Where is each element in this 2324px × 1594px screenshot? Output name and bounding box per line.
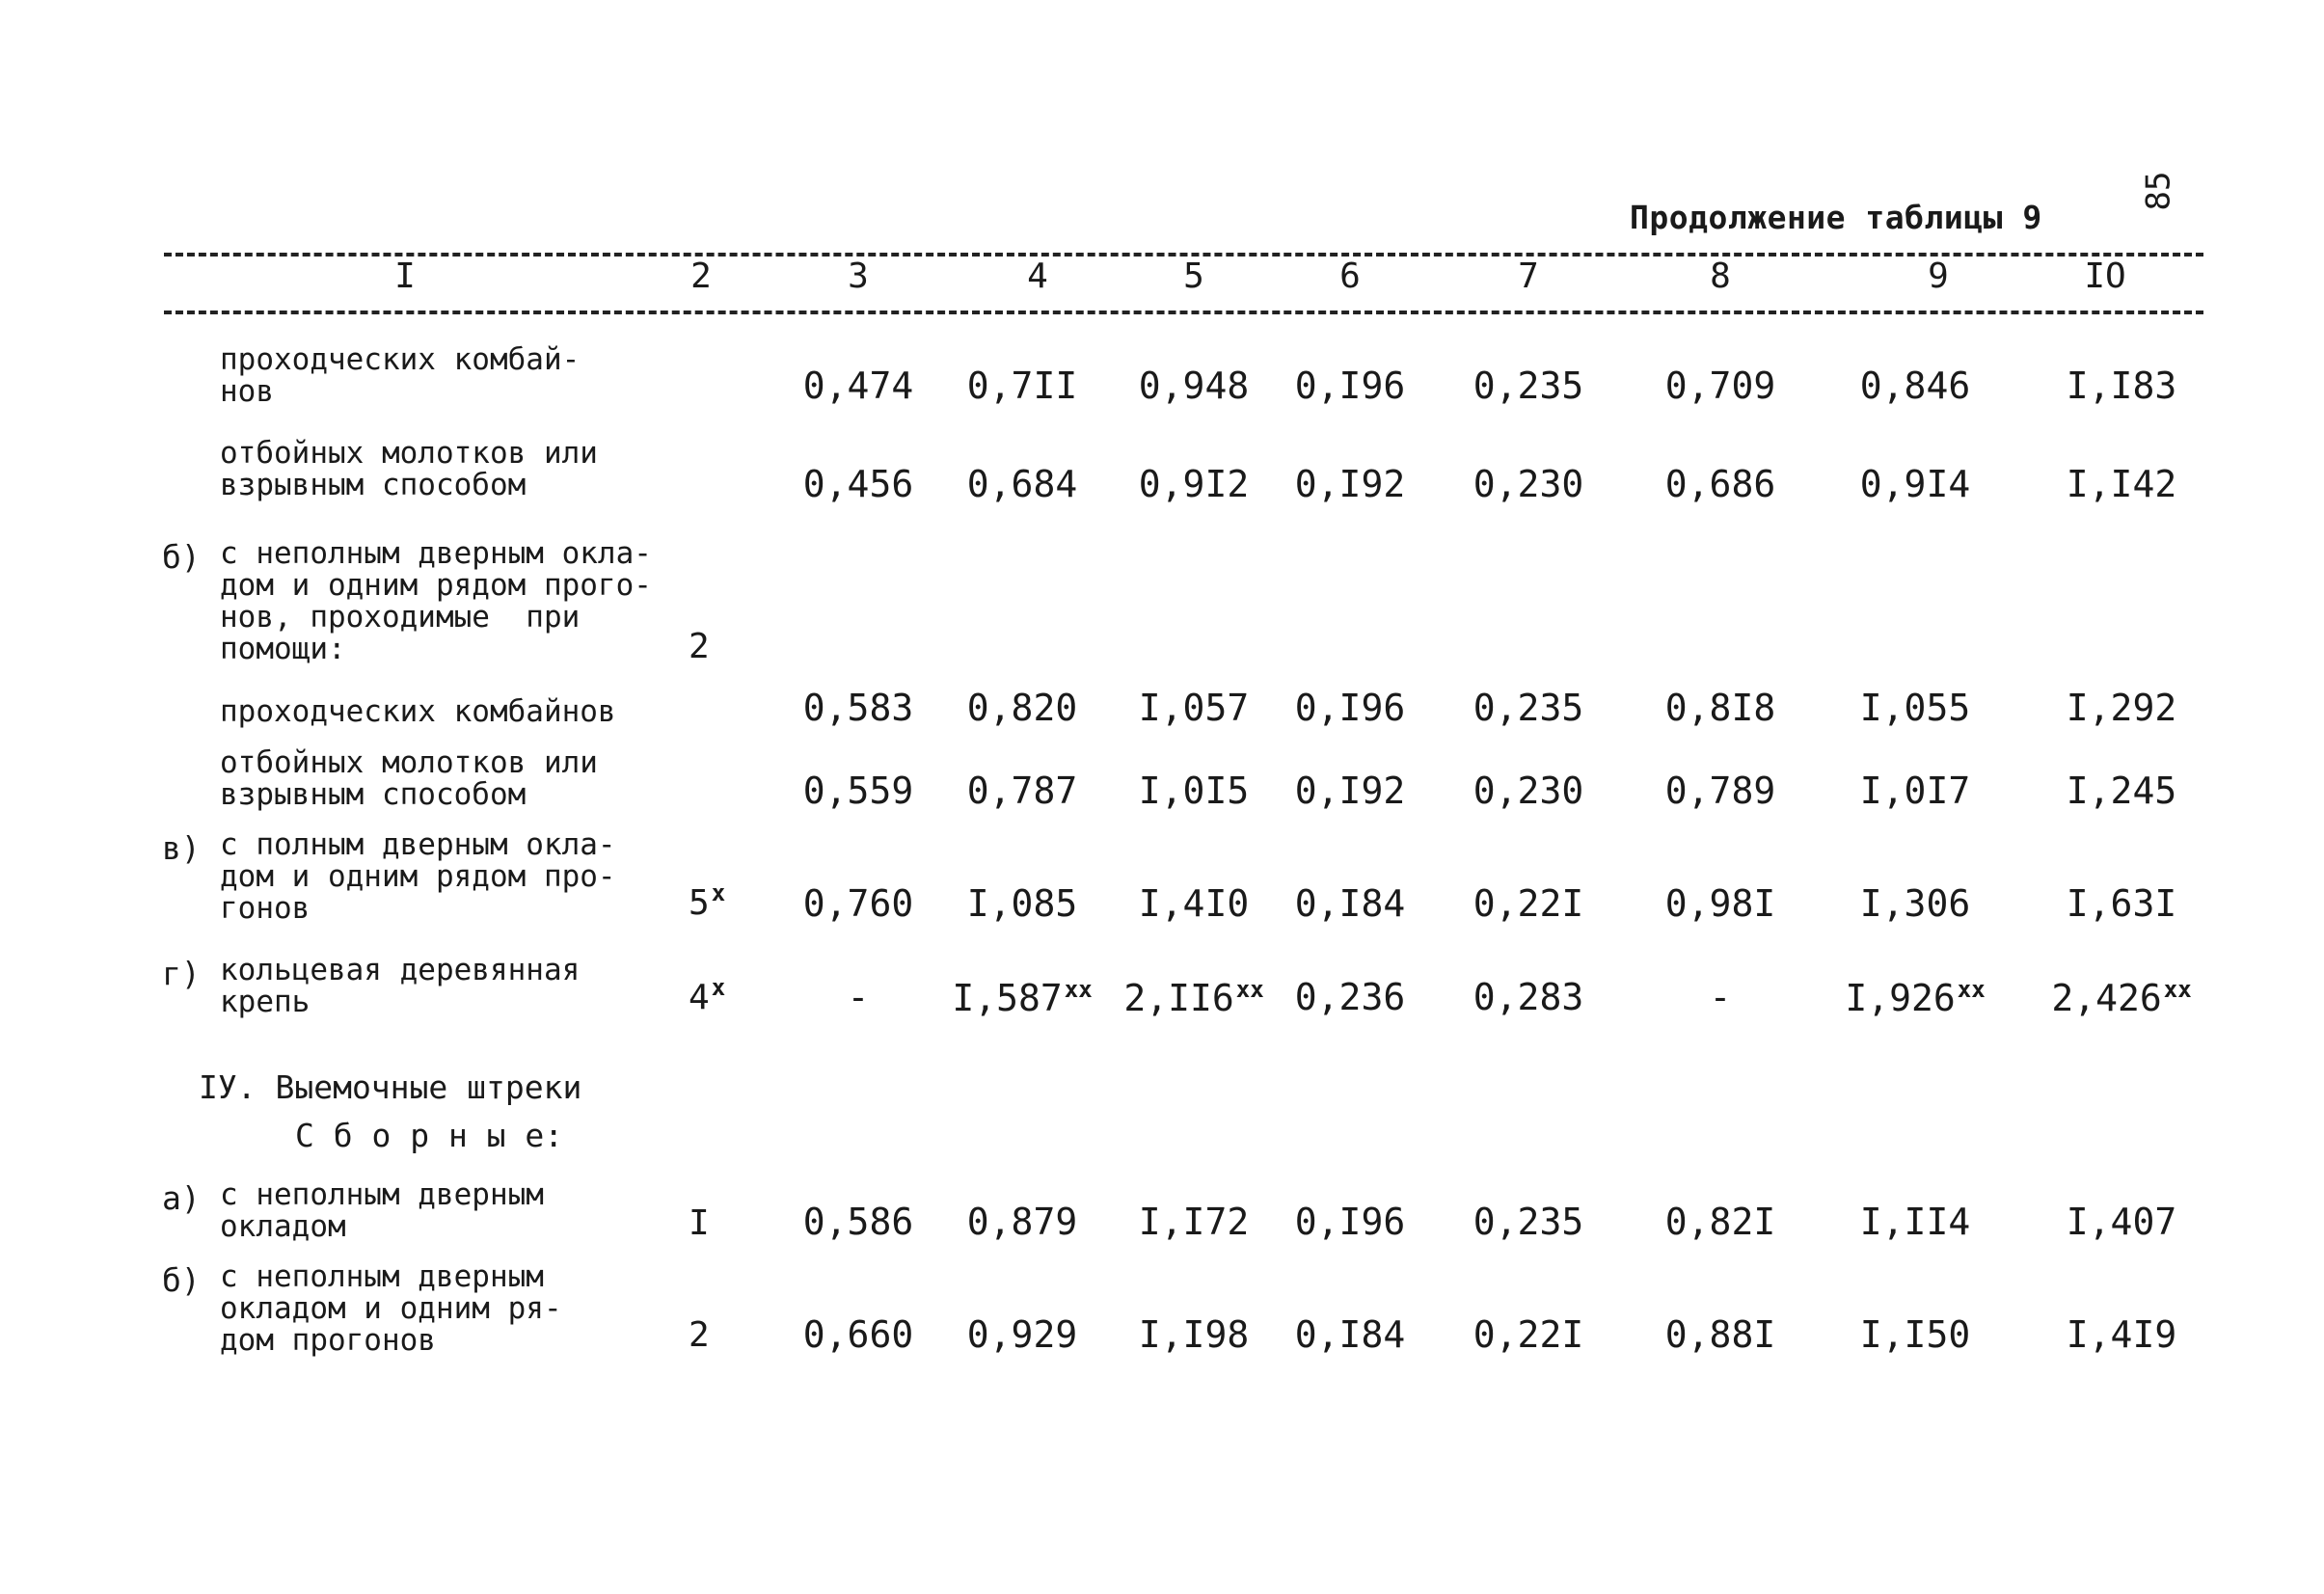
cell-col-8: [1665, 365, 1775, 407]
cell-value: 0,820: [966, 687, 1078, 729]
cell-value: 0,235: [1473, 365, 1584, 407]
cell-col-5: [1139, 687, 1249, 729]
row-label-line: окладом и одним ря-: [220, 1291, 562, 1326]
cell-value: I,0I7: [1859, 770, 1971, 812]
cell-value: 0,559: [802, 770, 914, 812]
cell-col-3: [803, 1201, 913, 1243]
cell-col-2-value: 4: [689, 978, 710, 1017]
cell-col-9: [1860, 1313, 1970, 1356]
cell-value: 0,I84: [1294, 1313, 1406, 1356]
cell-col-10: [2067, 770, 2176, 812]
row-label-line: дом прогонов: [220, 1323, 436, 1358]
cell-value: -: [847, 976, 870, 1018]
cell-value: 0,22I: [1473, 1313, 1584, 1356]
cell-col-4: [952, 976, 1092, 1019]
header-rule-bottom: [164, 311, 2203, 314]
cell-col-7: [1473, 1313, 1583, 1356]
cell-value: I,I50: [1859, 1313, 1971, 1356]
cell-value: I,245: [2066, 770, 2177, 812]
cell-col-7: [1473, 770, 1583, 812]
cell-value: 0,236: [1294, 976, 1406, 1018]
cell-value: 0,230: [1473, 463, 1584, 505]
cell-col-7: [1473, 365, 1583, 407]
row-label-line: с неполным дверным окла-: [220, 536, 652, 571]
footnote-mark: xx: [1957, 976, 1986, 1003]
cell-col-6: [1295, 976, 1405, 1018]
cell-value: I,4I0: [1138, 882, 1250, 925]
cell-col-9: [1860, 882, 1970, 925]
cell-value: 0,846: [1859, 365, 1971, 407]
row-label-line: нов, проходимые при: [220, 600, 581, 635]
row-label-line: дом и одним рядом прого-: [220, 568, 652, 603]
cell-col-7: [1473, 1201, 1583, 1243]
cell-col-4: [967, 770, 1077, 812]
cell-col-5: [1139, 1313, 1249, 1356]
cell-col-10: [2067, 365, 2176, 407]
cell-value: I,0I5: [1138, 770, 1250, 812]
cell-value: I,085: [966, 882, 1078, 925]
cell-value: I,926: [1845, 977, 1956, 1019]
cell-col-2: [689, 1203, 710, 1243]
cell-value: 0,82I: [1664, 1201, 1776, 1243]
cell-col-4: [967, 687, 1077, 729]
cell-col-5: [1139, 882, 1249, 925]
cell-col-6: [1295, 1201, 1405, 1243]
cell-value: 0,283: [1473, 976, 1584, 1018]
cell-value: 0,879: [966, 1201, 1078, 1243]
cell-value: 0,I96: [1294, 1201, 1406, 1243]
cell-value: 0,929: [966, 1313, 1078, 1356]
cell-value: 0,7II: [966, 365, 1078, 407]
cell-value: 0,787: [966, 770, 1078, 812]
cell-value: 0,I92: [1294, 463, 1406, 505]
cell-col-8: [1710, 976, 1732, 1018]
cell-col-2-value: I: [689, 1203, 710, 1243]
cell-col-2: [689, 627, 710, 666]
cell-value: I,306: [1859, 882, 1971, 925]
cell-value: 0,I96: [1294, 365, 1406, 407]
cell-col-10: [2067, 1201, 2176, 1243]
row-marker: а): [162, 1179, 201, 1217]
page-number: 85: [2139, 171, 2178, 211]
cell-value: 0,686: [1664, 463, 1776, 505]
cell-col-9: [1860, 687, 1970, 729]
row-marker: б): [162, 1261, 201, 1299]
cell-col-3: [803, 770, 913, 812]
cell-col-10: [2051, 976, 2191, 1019]
column-header-10: IO: [2084, 257, 2126, 296]
column-header-2: 2: [690, 257, 712, 296]
cell-col-9: [1860, 365, 1970, 407]
cell-value: 0,583: [802, 687, 914, 729]
cell-value: 0,I92: [1294, 770, 1406, 812]
cell-col-9: [1860, 463, 1970, 505]
cell-col-7: [1473, 463, 1583, 505]
cell-value: I,I98: [1138, 1313, 1250, 1356]
cell-value: I,057: [1138, 687, 1250, 729]
cell-col-5: [1139, 463, 1249, 505]
cell-col-3: [803, 882, 913, 925]
cell-value: -: [1709, 976, 1732, 1018]
cell-value: 0,230: [1473, 770, 1584, 812]
cell-value: 0,709: [1664, 365, 1776, 407]
cell-col-6: [1295, 463, 1405, 505]
cell-col-10: [2067, 463, 2176, 505]
cell-col-2: [689, 974, 725, 1017]
section-title: IУ. Выемочные штреки: [199, 1068, 582, 1106]
row-label-line: с неполным дверным: [220, 1259, 544, 1294]
cell-value: 0,98I: [1664, 882, 1776, 925]
cell-col-5: [1139, 365, 1249, 407]
row-label-line: взрывным способом: [220, 468, 527, 502]
row-label-line: с полным дверным окла-: [220, 827, 616, 862]
column-header-4: 4: [1027, 257, 1048, 296]
cell-col-7: [1473, 976, 1583, 1018]
row-label-line: помощи:: [220, 632, 346, 666]
column-header-1: I: [394, 257, 416, 296]
section-subtitle: С б о р н ы е:: [295, 1117, 564, 1154]
column-header-3: 3: [848, 257, 869, 296]
cell-value: 0,474: [802, 365, 914, 407]
cell-value: 0,684: [966, 463, 1078, 505]
cell-col-3: [803, 463, 913, 505]
cell-value: 0,789: [1664, 770, 1776, 812]
cell-value: I,407: [2066, 1201, 2177, 1243]
cell-value: 0,660: [802, 1313, 914, 1356]
cell-value: 0,235: [1473, 1201, 1584, 1243]
footnote-mark: xx: [1235, 976, 1264, 1003]
cell-col-3: [848, 976, 870, 1018]
cell-col-5: [1139, 770, 1249, 812]
footnote-mark: xx: [2163, 976, 2192, 1003]
cell-col-8: [1665, 687, 1775, 729]
cell-value: 0,456: [802, 463, 914, 505]
cell-col-6: [1295, 1313, 1405, 1356]
row-label-line: взрывным способом: [220, 777, 527, 812]
row-label-line: крепь: [220, 985, 311, 1019]
cell-value: I,I72: [1138, 1201, 1250, 1243]
cell-col-5: [1139, 1201, 1249, 1243]
row-label-line: нов: [220, 374, 274, 409]
footnote-mark: x: [711, 974, 726, 1001]
row-label-line: отбойных молотков или: [220, 436, 598, 471]
cell-value: 0,22I: [1473, 882, 1584, 925]
cell-col-9: [1845, 976, 1985, 1019]
cell-col-4: [967, 365, 1077, 407]
cell-col-4: [967, 1201, 1077, 1243]
cell-col-10: [2067, 687, 2176, 729]
cell-col-6: [1295, 687, 1405, 729]
cell-col-2-value: 5: [689, 883, 710, 923]
cell-value: I,I83: [2066, 365, 2177, 407]
cell-value: 0,586: [802, 1201, 914, 1243]
row-label-line: проходческих комбай-: [220, 342, 581, 377]
cell-col-5: [1123, 976, 1263, 1019]
row-label-line: отбойных молотков или: [220, 745, 598, 780]
cell-col-7: [1473, 882, 1583, 925]
cell-col-7: [1473, 687, 1583, 729]
row-label-line: с неполным дверным: [220, 1177, 544, 1212]
cell-value: 0,9I4: [1859, 463, 1971, 505]
row-label-line: гонов: [220, 891, 311, 926]
column-header-7: 7: [1518, 257, 1539, 296]
cell-value: 2,II6: [1123, 977, 1234, 1019]
row-marker: г): [162, 955, 201, 992]
row-label-line: проходческих комбайнов: [220, 694, 616, 729]
cell-col-4: [967, 463, 1077, 505]
cell-col-9: [1860, 1201, 1970, 1243]
cell-value: 0,I84: [1294, 882, 1406, 925]
footnote-mark: xx: [1064, 976, 1093, 1003]
row-label-line: кольцевая деревянная: [220, 953, 581, 987]
cell-col-6: [1295, 882, 1405, 925]
cell-col-10: [2067, 1313, 2176, 1356]
cell-value: 0,I96: [1294, 687, 1406, 729]
footnote-mark: x: [711, 879, 726, 906]
cell-col-8: [1665, 1201, 1775, 1243]
cell-value: I,587: [952, 977, 1063, 1019]
cell-col-8: [1665, 463, 1775, 505]
cell-col-9: [1860, 770, 1970, 812]
cell-value: 0,88I: [1664, 1313, 1776, 1356]
column-header-6: 6: [1339, 257, 1361, 296]
row-label-line: дом и одним рядом про-: [220, 859, 616, 894]
cell-col-3: [803, 1313, 913, 1356]
cell-col-2-value: 2: [689, 1315, 710, 1355]
cell-value: 0,235: [1473, 687, 1584, 729]
cell-value: I,I42: [2066, 463, 2177, 505]
cell-col-2: [689, 879, 725, 923]
cell-col-6: [1295, 365, 1405, 407]
cell-value: 0,760: [802, 882, 914, 925]
cell-col-4: [967, 882, 1077, 925]
cell-col-10: [2067, 882, 2176, 925]
cell-value: 0,9I2: [1138, 463, 1250, 505]
row-marker: б): [162, 538, 201, 576]
cell-col-2: [689, 1315, 710, 1355]
cell-col-8: [1665, 882, 1775, 925]
cell-value: I,055: [1859, 687, 1971, 729]
cell-col-8: [1665, 1313, 1775, 1356]
cell-col-3: [803, 365, 913, 407]
cell-value: I,II4: [1859, 1201, 1971, 1243]
row-label-line: окладом: [220, 1209, 346, 1244]
cell-col-6: [1295, 770, 1405, 812]
cell-value: I,292: [2066, 687, 2177, 729]
cell-value: I,63I: [2066, 882, 2177, 925]
cell-col-2-value: 2: [689, 627, 710, 666]
cell-value: 2,426: [2051, 977, 2162, 1019]
cell-col-4: [967, 1313, 1077, 1356]
column-header-9: 9: [1928, 257, 1949, 296]
cell-col-8: [1665, 770, 1775, 812]
cell-value: 0,948: [1138, 365, 1250, 407]
cell-col-3: [803, 687, 913, 729]
continuation-title: Продолжение таблицы 9: [1630, 199, 2042, 236]
cell-value: 0,8I8: [1664, 687, 1776, 729]
row-marker: в): [162, 829, 201, 867]
cell-value: I,4I9: [2066, 1313, 2177, 1356]
column-header-5: 5: [1183, 257, 1204, 296]
column-header-8: 8: [1710, 257, 1731, 296]
